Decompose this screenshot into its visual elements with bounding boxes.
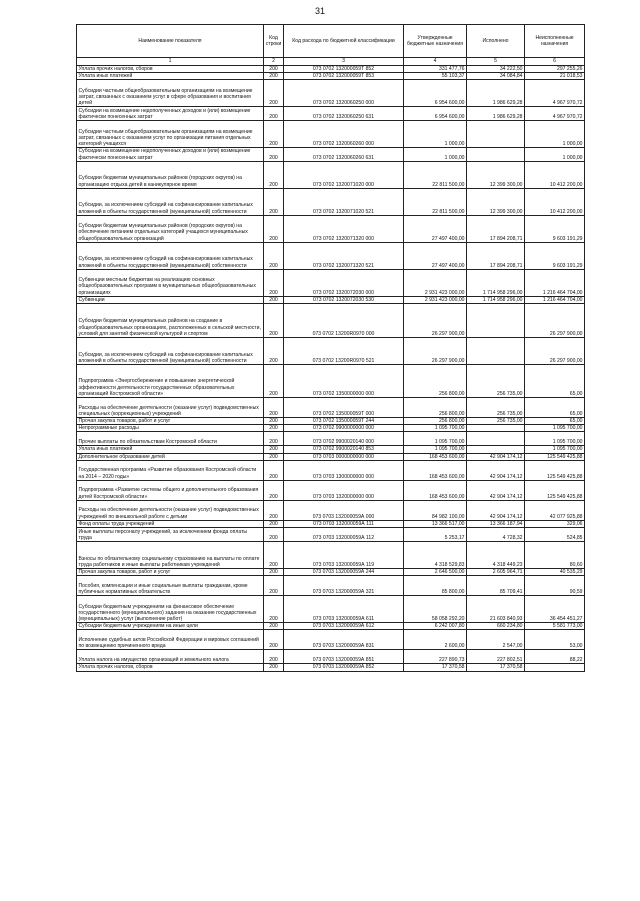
row-remaining: 1 095 700,00: [525, 446, 585, 453]
row-executed: 42 904 174,12: [467, 500, 525, 520]
row-remaining: 5 581 773,00: [525, 623, 585, 630]
row-remaining: 26 297 900,00: [525, 338, 585, 365]
table-row: [77, 269, 585, 296]
row-classification: 073 0703 132000059А 852: [284, 664, 404, 671]
row-executed: 256 735,00: [467, 418, 525, 425]
row-remaining: 125 549 425,88: [525, 460, 585, 480]
row-code: 200: [264, 398, 284, 418]
row-approved: 331 477,76: [404, 66, 467, 73]
table-row: [77, 432, 585, 446]
row-classification: 073 0702 1320071320 000: [284, 215, 404, 242]
row-name: Подпрограмма «Энергосбережение и повышение энергетической эффективности деятельности государственных образовательных организаций Костромской области»: [77, 365, 264, 398]
row-approved: 2 600,00: [404, 630, 467, 650]
row-name: Взносы по обязательному социальному страхованию на выплаты по оплате труда работников и иные выплаты работникам учреждений: [77, 542, 264, 569]
table-row: [77, 188, 585, 215]
table-row: [77, 148, 585, 161]
row-executed: 227 802,51: [467, 650, 525, 664]
row-approved: 256 800,00: [404, 398, 467, 418]
table-row: [77, 630, 585, 650]
table-row: [77, 107, 585, 121]
row-executed: 1 714 958 296,00: [467, 296, 525, 303]
row-approved: 22 811 500,00: [404, 161, 467, 188]
row-name: Уплата иных платежей: [77, 446, 264, 453]
row-approved: 4 318 529,83: [404, 542, 467, 569]
row-code: 200: [264, 107, 284, 121]
row-code: 200: [264, 66, 284, 73]
row-classification: 073 0702 135000059Т 244: [284, 418, 404, 425]
table-row: [77, 650, 585, 664]
row-remaining: 1 000,00: [525, 121, 585, 148]
row-remaining: 88,22: [525, 650, 585, 664]
row-classification: 073 0703 132000059А 111: [284, 520, 404, 527]
table-body: [77, 66, 585, 672]
row-approved: 168 453 600,00: [404, 453, 467, 460]
row-classification: 073 0702 13200R0970 000: [284, 304, 404, 338]
row-approved: 26 297 900,00: [404, 338, 467, 365]
row-executed: [467, 304, 525, 338]
row-remaining: 90,59: [525, 576, 585, 596]
row-approved: 26 297 900,00: [404, 304, 467, 338]
row-code: 200: [264, 596, 284, 623]
table-row: [77, 66, 585, 73]
header-approved: Утвержденные бюджетные назначения: [404, 25, 467, 58]
row-executed: 12 399 300,00: [467, 188, 525, 215]
row-approved: 2 931 423 000,00: [404, 296, 467, 303]
row-executed: 42 904 174,12: [467, 460, 525, 480]
row-classification: 073 0703 132000059А 112: [284, 528, 404, 542]
row-classification: 073 0702 1320060260 631: [284, 148, 404, 161]
table-row: [77, 520, 585, 527]
index-6: 6: [525, 58, 585, 66]
row-approved: 13 366 517,00: [404, 520, 467, 527]
row-approved: 227 890,73: [404, 650, 467, 664]
row-name: Субсидии частным общеобразовательным организациям на возмещение затрат, связанных с оказанием услуг по организации питания отдельных категорий учащихся: [77, 121, 264, 148]
row-executed: 17 370,58: [467, 664, 525, 671]
row-classification: 073 0703 1300000000 000: [284, 460, 404, 480]
row-approved: 5 253,17: [404, 528, 467, 542]
table-row: [77, 121, 585, 148]
row-code: 200: [264, 528, 284, 542]
row-approved: 22 811 500,00: [404, 188, 467, 215]
table-row: [77, 623, 585, 630]
row-name: Прочие выплаты по обязательствам Костромской области: [77, 432, 264, 446]
row-name: Субсидии бюджетам муниципальных районов (городских округов) на организацию отдыха детей в каникулярное время: [77, 161, 264, 188]
table-row: [77, 418, 585, 425]
row-approved: 85 800,00: [404, 576, 467, 596]
row-remaining: 1 095 700,00: [525, 432, 585, 446]
row-name: Прочая закупка товаров, работ и услуг: [77, 569, 264, 576]
row-code: 200: [264, 664, 284, 671]
table-row: [77, 161, 585, 188]
row-executed: 34 084,84: [467, 73, 525, 80]
table-row: [77, 304, 585, 338]
row-code: 200: [264, 418, 284, 425]
row-executed: [467, 121, 525, 148]
row-executed: 4 728,32: [467, 528, 525, 542]
row-approved: 256 800,00: [404, 365, 467, 398]
table-row: [77, 460, 585, 480]
row-classification: 073 0702 1320072030 530: [284, 296, 404, 303]
row-name: Субсидии, за исключением субсидий на софинансирование капитальных вложений в объекты государственной (муниципальной) собственности: [77, 188, 264, 215]
row-code: 200: [264, 480, 284, 500]
row-classification: 073 0702 132000059Т 852: [284, 66, 404, 73]
row-classification: 073 0703 132000059А 831: [284, 630, 404, 650]
row-code: 200: [264, 365, 284, 398]
row-name: Расходы на обеспечение деятельности (оказание услуг) подведомственных специальных (коррекционных) учреждений: [77, 398, 264, 418]
row-executed: 21 603 840,93: [467, 596, 525, 623]
row-executed: 12 399 300,00: [467, 161, 525, 188]
row-remaining: 125 549 425,88: [525, 453, 585, 460]
row-remaining: 297 255,26: [525, 66, 585, 73]
table-row: [77, 569, 585, 576]
row-classification: 073 0703 132000059А 244: [284, 569, 404, 576]
table-row: [77, 215, 585, 242]
table-row: [77, 398, 585, 418]
row-approved: 27 497 400,00: [404, 215, 467, 242]
row-classification: 073 0702 1320060250 000: [284, 80, 404, 107]
row-executed: [467, 446, 525, 453]
row-remaining: 42 077 925,88: [525, 500, 585, 520]
row-code: 200: [264, 296, 284, 303]
row-executed: 13 366 187,94: [467, 520, 525, 527]
row-remaining: 1 216 464 704,00: [525, 296, 585, 303]
row-remaining: 10 412 200,00: [525, 161, 585, 188]
row-remaining: 53,00: [525, 630, 585, 650]
table-row: [77, 73, 585, 80]
row-name: Непрограммные расходы: [77, 425, 264, 432]
row-executed: 256 735,00: [467, 398, 525, 418]
row-approved: 168 453 600,00: [404, 480, 467, 500]
row-code: 200: [264, 432, 284, 446]
row-executed: 256 735,00: [467, 365, 525, 398]
row-executed: 1 986 629,28: [467, 107, 525, 121]
row-remaining: 10 412 200,00: [525, 188, 585, 215]
row-executed: 42 904 174,12: [467, 480, 525, 500]
row-classification: 073 0702 132000059Т 853: [284, 73, 404, 80]
row-code: 200: [264, 569, 284, 576]
row-executed: [467, 338, 525, 365]
header-remaining: Неисполненные назначения: [525, 25, 585, 58]
row-approved: 6 954 600,00: [404, 107, 467, 121]
row-code: 200: [264, 446, 284, 453]
row-executed: 17 894 208,71: [467, 215, 525, 242]
row-code: 200: [264, 121, 284, 148]
row-code: 200: [264, 453, 284, 460]
row-code: 200: [264, 623, 284, 630]
column-index-row: [77, 58, 585, 66]
row-name: Субсидии, за исключением субсидий на софинансирование капитальных вложений в объекты государственной (муниципальной) собственности: [77, 338, 264, 365]
row-remaining: 329,06: [525, 520, 585, 527]
row-classification: 073 0702 1320071320 521: [284, 242, 404, 269]
row-approved: 1 095 700,00: [404, 446, 467, 453]
table-row: [77, 80, 585, 107]
row-remaining: 9 603 191,29: [525, 215, 585, 242]
row-approved: 1 095 700,00: [404, 432, 467, 446]
row-approved: 1 000,00: [404, 121, 467, 148]
row-code: 200: [264, 215, 284, 242]
row-code: 200: [264, 460, 284, 480]
row-name: Расходы на обеспечение деятельности (оказание услуг) подведомственных учреждений по внешкольной работе с детьми: [77, 500, 264, 520]
row-remaining: 524,85: [525, 528, 585, 542]
row-classification: 073 0702 1320060260 000: [284, 121, 404, 148]
row-approved: 256 800,00: [404, 418, 467, 425]
row-name: Уплата налога на имущество организаций и земельного налога: [77, 650, 264, 664]
row-remaining: 1 000,00: [525, 148, 585, 161]
row-approved: 84 982 100,00: [404, 500, 467, 520]
row-classification: 073 0703 132000059А 612: [284, 623, 404, 630]
row-name: Уплата иных платежей: [77, 73, 264, 80]
row-name: Субвенции местным бюджетам на реализацию основных общеобразовательных программ в муниципальных общеобразовательных организациях: [77, 269, 264, 296]
row-executed: 34 222,50: [467, 66, 525, 73]
row-name: Субсидии на возмещение недополученных доходов и (или) возмещение фактически понесенных затрат: [77, 148, 264, 161]
index-1: 1: [77, 58, 264, 66]
row-classification: 073 0703 132000059А 000: [284, 500, 404, 520]
row-classification: 073 0702 1320072030 000: [284, 269, 404, 296]
row-name: Субсидии бюджетным учреждениям на финансовое обеспечение государственного (муниципального) задания на оказание государственных (муниципальных) услуг (выполнение работ): [77, 596, 264, 623]
page-number: 31: [314, 6, 325, 16]
row-classification: 073 0703 132000059А 321: [284, 576, 404, 596]
row-classification: 073 0702 9900020140 853: [284, 446, 404, 453]
row-remaining: 36 454 451,27: [525, 596, 585, 623]
row-remaining: 26 297 900,00: [525, 304, 585, 338]
table-row: [77, 480, 585, 500]
header-code: Код строки: [264, 25, 284, 58]
row-executed: 1 986 629,28: [467, 80, 525, 107]
row-remaining: 65,00: [525, 365, 585, 398]
row-classification: 073 0702 1320071020 000: [284, 161, 404, 188]
row-name: Исполнение судебных актов Российской Федерации и мировых соглашений по возмещению причиненного вреда: [77, 630, 264, 650]
row-approved: 2 646 500,00: [404, 569, 467, 576]
row-classification: 073 0702 9900020140 000: [284, 432, 404, 446]
row-code: 200: [264, 650, 284, 664]
row-classification: 073 0703 0000000000 000: [284, 453, 404, 460]
row-executed: 85 709,41: [467, 576, 525, 596]
row-code: 200: [264, 161, 284, 188]
row-name: Субсидии бюджетам муниципальных районов (городских округов) на обеспечение питанием отдельных категорий учащихся муниципальных общеобразовательных организаций: [77, 215, 264, 242]
row-code: 200: [264, 269, 284, 296]
table-row: [77, 242, 585, 269]
row-approved: 6 954 600,00: [404, 80, 467, 107]
row-name: Пособия, компенсации и иные социальные выплаты гражданам, кроме публичных нормативных обязательств: [77, 576, 264, 596]
row-code: 200: [264, 630, 284, 650]
row-remaining: 1 095 700,00: [525, 425, 585, 432]
row-remaining: 125 549 425,88: [525, 480, 585, 500]
row-approved: 17 370,58: [404, 664, 467, 671]
header-classification: Код расхода по бюджетной классификации: [284, 25, 404, 58]
row-executed: 4 318 449,23: [467, 542, 525, 569]
row-name: Подпрограмма «Развитие системы общего и дополнительного образования детей Костромской области»: [77, 480, 264, 500]
row-classification: 073 0702 9900000000 000: [284, 425, 404, 432]
table-row: [77, 425, 585, 432]
header-name: Наименование показателя: [77, 25, 264, 58]
row-remaining: 40 535,29: [525, 569, 585, 576]
row-name: Субсидии частным общеобразовательным организациям на возмещение затрат, связанных с оказанием услуг в сфере образования и воспитания детей: [77, 80, 264, 107]
row-code: 200: [264, 338, 284, 365]
row-approved: 55 103,37: [404, 73, 467, 80]
row-code: 200: [264, 542, 284, 569]
row-name: Уплата прочих налогов, сборов: [77, 664, 264, 671]
row-code: 200: [264, 242, 284, 269]
row-remaining: 4 967 970,72: [525, 107, 585, 121]
row-name: Прочая закупка товаров, работ и услуг: [77, 418, 264, 425]
table-row: [77, 296, 585, 303]
row-remaining: [525, 664, 585, 671]
budget-execution-table: [76, 24, 585, 672]
row-code: 200: [264, 148, 284, 161]
table-row: [77, 542, 585, 569]
row-executed: [467, 425, 525, 432]
table-row: [77, 365, 585, 398]
row-code: 200: [264, 80, 284, 107]
table-row: [77, 528, 585, 542]
row-approved: 1 095 700,00: [404, 425, 467, 432]
index-4: 4: [404, 58, 467, 66]
row-code: 200: [264, 188, 284, 215]
row-remaining: 65,00: [525, 398, 585, 418]
row-code: 200: [264, 576, 284, 596]
row-code: 200: [264, 73, 284, 80]
row-remaining: 65,00: [525, 418, 585, 425]
row-code: 200: [264, 520, 284, 527]
row-name: Субсидии на возмещение недополученных доходов и (или) возмещение фактически понесенных затрат: [77, 107, 264, 121]
row-code: 200: [264, 425, 284, 432]
table-row: [77, 453, 585, 460]
row-name: Уплата прочих налогов, сборов: [77, 66, 264, 73]
index-3: 3: [284, 58, 404, 66]
row-executed: 42 904 174,12: [467, 453, 525, 460]
row-name: Фонд оплаты труда учреждений: [77, 520, 264, 527]
table-row: [77, 664, 585, 671]
row-classification: 073 0702 1320060250 631: [284, 107, 404, 121]
index-5: 5: [467, 58, 525, 66]
table-header-row: [77, 25, 585, 58]
row-approved: 168 453 600,00: [404, 460, 467, 480]
row-classification: 073 0703 132000059А 851: [284, 650, 404, 664]
row-name: Субсидии бюджетам муниципальных районов на создание в общеобразовательных организациях, расположенных в сельской местности, условий для занятий физической культурой и спортом: [77, 304, 264, 338]
row-approved: 1 000,00: [404, 148, 467, 161]
row-name: Субсидии бюджетным учреждениям на иные цели: [77, 623, 264, 630]
row-executed: 660 234,80: [467, 623, 525, 630]
row-classification: 073 0702 135000059Т 000: [284, 398, 404, 418]
row-remaining: 1 216 464 704,00: [525, 269, 585, 296]
row-remaining: 80,60: [525, 542, 585, 569]
row-name: Государственная программа «Развитие образования Костромской области на 2014 – 2020 годы»: [77, 460, 264, 480]
row-executed: 2 605 964,71: [467, 569, 525, 576]
table-row: [77, 446, 585, 453]
table-row: [77, 500, 585, 520]
row-remaining: 4 967 970,72: [525, 80, 585, 107]
row-executed: 17 894 208,71: [467, 242, 525, 269]
row-executed: [467, 148, 525, 161]
row-executed: 1 714 958 296,00: [467, 269, 525, 296]
row-approved: 6 242 007,80: [404, 623, 467, 630]
index-2: 2: [264, 58, 284, 66]
row-approved: 58 058 292,20: [404, 596, 467, 623]
row-remaining: 9 603 191,29: [525, 242, 585, 269]
table-row: [77, 338, 585, 365]
row-code: 200: [264, 304, 284, 338]
row-approved: 2 931 423 000,00: [404, 269, 467, 296]
row-classification: 073 0703 132000059А 119: [284, 542, 404, 569]
table-row: [77, 576, 585, 596]
row-remaining: 21 018,53: [525, 73, 585, 80]
row-classification: 073 0703 132000059А 611: [284, 596, 404, 623]
row-classification: 073 0702 1320071020 521: [284, 188, 404, 215]
table-row: [77, 596, 585, 623]
row-name: Иные выплаты персоналу учреждений, за исключением фонда оплаты труда: [77, 528, 264, 542]
row-name: Дополнительное образование детей: [77, 453, 264, 460]
header-executed: Исполнено: [467, 25, 525, 58]
row-classification: 073 0702 1350000000 000: [284, 365, 404, 398]
row-code: 200: [264, 500, 284, 520]
row-executed: [467, 432, 525, 446]
row-classification: 073 0702 13200R0970 521: [284, 338, 404, 365]
row-name: Субсидии, за исключением субсидий на софинансирование капитальных вложений в объекты государственной (муниципальной) собственности: [77, 242, 264, 269]
row-executed: 2 547,00: [467, 630, 525, 650]
row-classification: 073 0703 1320000000 000: [284, 480, 404, 500]
row-approved: 27 497 400,00: [404, 242, 467, 269]
row-name: Субвенции: [77, 296, 264, 303]
